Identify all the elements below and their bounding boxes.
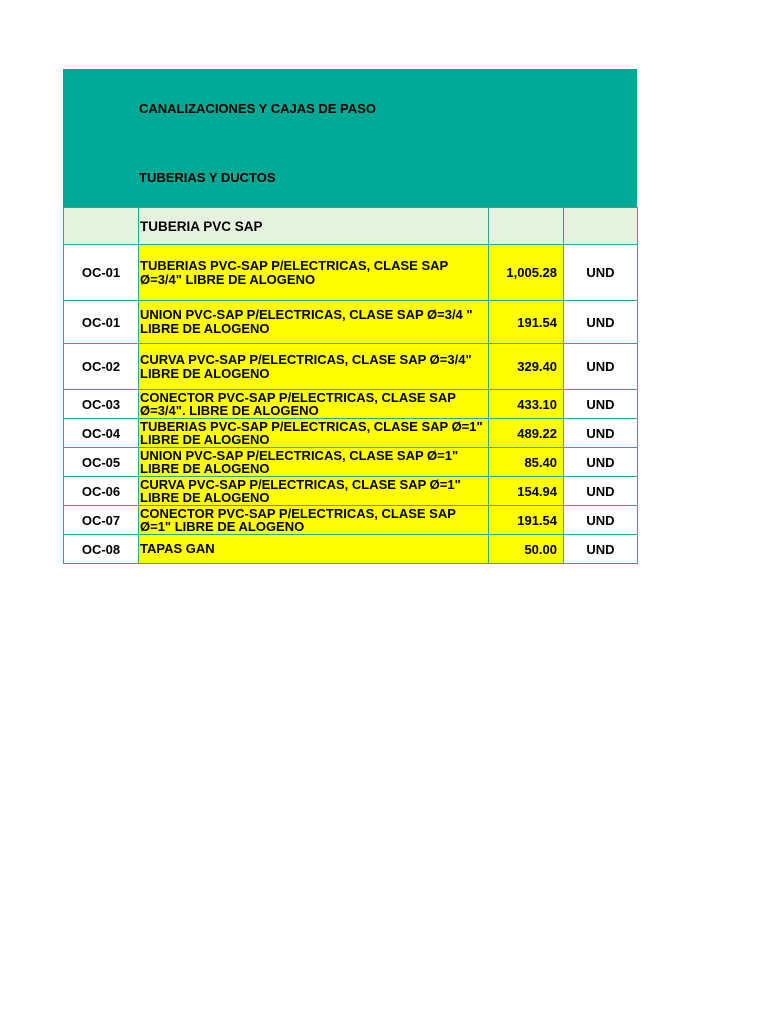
- item-quantity[interactable]: 50.00: [489, 535, 564, 564]
- item-quantity[interactable]: 154.94: [489, 477, 564, 506]
- subsection-title: TUBERIAS Y DUCTOS: [139, 170, 276, 185]
- item-quantity[interactable]: 1,005.28: [489, 245, 564, 301]
- item-unit[interactable]: UND: [564, 344, 638, 390]
- item-quantity[interactable]: 85.40: [489, 448, 564, 477]
- item-unit[interactable]: UND: [564, 535, 638, 564]
- item-code[interactable]: OC-04: [64, 419, 139, 448]
- item-unit[interactable]: UND: [564, 245, 638, 301]
- item-description[interactable]: TUBERIAS PVC-SAP P/ELECTRICAS, CLASE SAP Ø=1" LIBRE DE ALOGENO: [139, 419, 489, 448]
- item-unit[interactable]: UND: [564, 419, 638, 448]
- table-row: [64, 477, 638, 506]
- item-code[interactable]: OC-05: [64, 448, 139, 477]
- subheader-row: [64, 208, 638, 245]
- item-code[interactable]: OC-03: [64, 390, 139, 419]
- table-row: [64, 344, 638, 390]
- item-code[interactable]: OC-01: [64, 301, 139, 344]
- item-code[interactable]: OC-08: [64, 535, 139, 564]
- item-description[interactable]: CURVA PVC-SAP P/ELECTRICAS, CLASE SAP Ø=3/4" LIBRE DE ALOGENO: [139, 344, 489, 390]
- item-quantity[interactable]: 433.10: [489, 390, 564, 419]
- items-table: [63, 207, 638, 564]
- item-unit[interactable]: UND: [564, 301, 638, 344]
- item-description[interactable]: CONECTOR PVC-SAP P/ELECTRICAS, CLASE SAP Ø=1" LIBRE DE ALOGENO: [139, 506, 489, 535]
- item-description[interactable]: CONECTOR PVC-SAP P/ELECTRICAS, CLASE SAP Ø=3/4". LIBRE DE ALOGENO: [139, 390, 489, 419]
- item-description[interactable]: TUBERIAS PVC-SAP P/ELECTRICAS, CLASE SAP Ø=3/4" LIBRE DE ALOGENO: [139, 245, 489, 301]
- item-quantity[interactable]: 191.54: [489, 506, 564, 535]
- item-description[interactable]: TAPAS GAN: [139, 535, 489, 564]
- subheader-code-cell[interactable]: [64, 208, 139, 245]
- table-row: [64, 506, 638, 535]
- item-quantity[interactable]: 191.54: [489, 301, 564, 344]
- table-row: [64, 448, 638, 477]
- item-code[interactable]: OC-01: [64, 245, 139, 301]
- item-unit[interactable]: UND: [564, 506, 638, 535]
- item-quantity[interactable]: 489.22: [489, 419, 564, 448]
- item-description[interactable]: UNION PVC-SAP P/ELECTRICAS, CLASE SAP Ø=1" LIBRE DE ALOGENO: [139, 448, 489, 477]
- subheader-label[interactable]: TUBERIA PVC SAP: [139, 208, 489, 245]
- item-code[interactable]: OC-02: [64, 344, 139, 390]
- subheader-qty-cell[interactable]: [489, 208, 564, 245]
- spreadsheet-table: [63, 69, 637, 564]
- table-row: [64, 535, 638, 564]
- table-row: [64, 390, 638, 419]
- item-quantity[interactable]: 329.40: [489, 344, 564, 390]
- item-unit[interactable]: UND: [564, 390, 638, 419]
- item-description[interactable]: UNION PVC-SAP P/ELECTRICAS, CLASE SAP Ø=3/4 " LIBRE DE ALOGENO: [139, 301, 489, 344]
- item-code[interactable]: OC-07: [64, 506, 139, 535]
- table-row: [64, 419, 638, 448]
- item-unit[interactable]: UND: [564, 477, 638, 506]
- table-row: [64, 301, 638, 344]
- table-row: [64, 245, 638, 301]
- item-unit[interactable]: UND: [564, 448, 638, 477]
- section-header: [63, 69, 637, 207]
- item-code[interactable]: OC-06: [64, 477, 139, 506]
- section-title: CANALIZACIONES Y CAJAS DE PASO: [139, 101, 376, 116]
- item-description[interactable]: CURVA PVC-SAP P/ELECTRICAS, CLASE SAP Ø=1" LIBRE DE ALOGENO: [139, 477, 489, 506]
- subheader-unit-cell[interactable]: [564, 208, 638, 245]
